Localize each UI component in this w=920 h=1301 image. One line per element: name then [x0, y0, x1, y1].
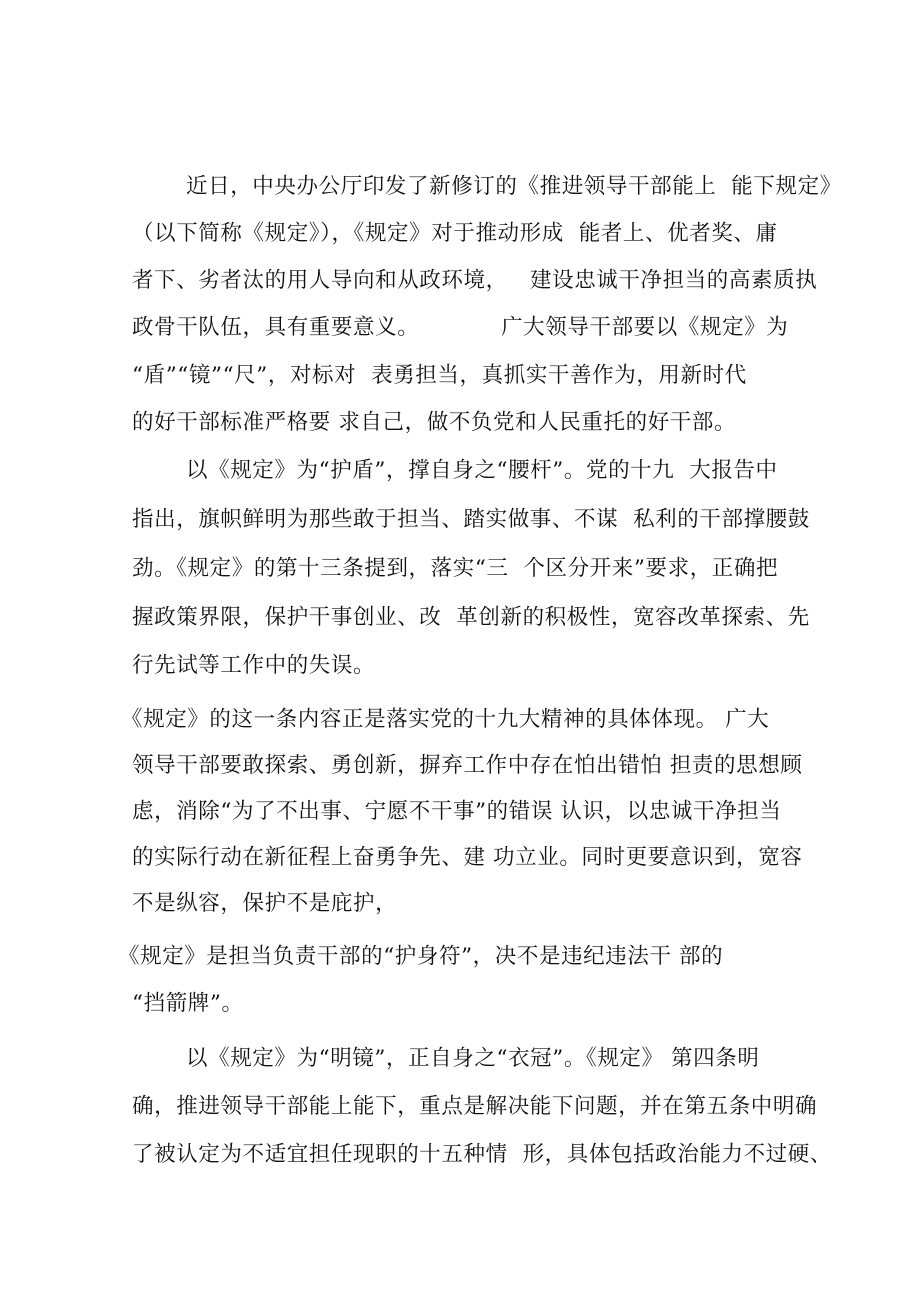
paragraph-line: 以《规定》为“明镜”，正自身之“衣冠”。《规定》 第四条明: [186, 1046, 760, 1071]
paragraph-line: 确，推进领导干部能上能下，重点是解决能下问题，并在第五条中明确: [132, 1094, 818, 1119]
paragraph-line: 的实际行动在新征程上奋勇争先、建 功立业。同时更要意识到，宽容: [132, 845, 803, 870]
paragraph-line: 者下、劣者汰的用人导向和从政环境， 建设忠诚干净担当的高素质执: [132, 268, 818, 293]
paragraph-line: （以下简称《规定》），《规定》对于推动形成 能者上、优者奖、庸: [132, 221, 778, 246]
paragraph-line: 行先试等工作中的失误。: [132, 653, 376, 678]
paragraph-line: “盾”“镜”“尺”，对标对 表勇担当，真抓实干善作为，用新时代: [132, 363, 747, 388]
paragraph-line: 虑，消除“为了不出事、宁愿不干事”的错误 认识，以忠诚干净担当: [132, 799, 782, 824]
paragraph-line: 指出，旗帜鲜明为那些敢于担当、踏实做事、不谋 私利的干部撑腰鼓: [132, 507, 810, 532]
paragraph-line: 以《规定》为“护盾”，撑自身之“腰杆”。党的十九 大报告中: [186, 458, 778, 483]
paragraph-line: 握政策界限，保护干事创业、改 革创新的积极性，宽容改革探索、先: [132, 605, 810, 630]
paragraph-line: 劲。《规定》的第十三条提到，落实“三 个区分开来”要求，正确把: [132, 556, 779, 581]
paragraph-line: 的好干部标准严格要 求自己，做不负党和人民重托的好干部。: [132, 410, 737, 435]
paragraph-line: 《规定》的这一条内容正是落实党的十九大精神的具体体现。 广大: [121, 707, 770, 732]
paragraph-line: 不是纵容，保护不是庇护，: [132, 891, 398, 916]
paragraph-line: 《规定》是担当负责干部的“护身符”，决不是违纪违法干 部的: [118, 944, 724, 969]
paragraph-line: 近日，中央办公厅印发了新修订的《推进领导干部能上 能下规定》: [186, 174, 842, 199]
paragraph-line: 领导干部要敢探索、勇创新，摒弃工作中存在怕出错怕 担责的思想顾: [132, 753, 803, 778]
paragraph-line: 了被认定为不适宜担任现职的十五种情 形，具体包括政治能力不过硬、: [132, 1142, 832, 1167]
paragraph-line: “挡箭牌”。: [132, 991, 244, 1016]
paragraph-line: 政骨干队伍，具有重要意义。 广大领导干部要以《规定》为: [132, 315, 789, 340]
